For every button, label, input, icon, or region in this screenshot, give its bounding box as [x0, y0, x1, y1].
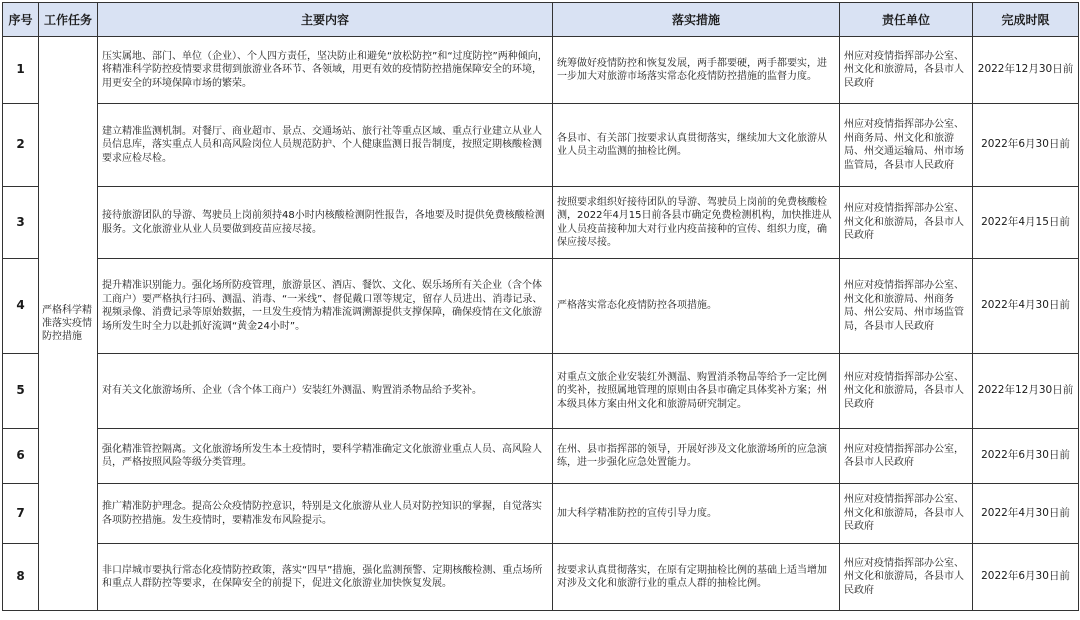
row-number: 3: [3, 187, 39, 259]
deadline-cell: 2022年12月30日前: [973, 354, 1079, 429]
main-content-cell: 压实属地、部门、单位（企业）、个人四方责任，坚决防止和避免“放松防控”和“过度防控”两种倾向，将精准科学防控疫情要求贯彻到旅游业各环节、各领域，用更有效的疫情防控措施保障安全的环境，用更安全的环境保障市场的繁荣。: [98, 37, 553, 104]
row-number: 8: [3, 544, 39, 611]
deadline-cell: 2022年4月15日前: [973, 187, 1079, 259]
measures-cell: 严格落实常态化疫情防控各项措施。: [553, 259, 840, 354]
main-content-cell: 非口岸城市要执行常态化疫情防控政策，落实“四早”措施，强化监测预警、定期核酸检测、重点场所和重点人群防控等要求，在保障安全的前提下，促进文化旅游业加快恢复发展。: [98, 544, 553, 611]
measures-cell: 加大科学精准防控的宣传引导力度。: [553, 484, 840, 544]
deadline-cell: 2022年6月30日前: [973, 544, 1079, 611]
header-seq: 序号: [3, 3, 39, 37]
header-task: 工作任务: [39, 3, 98, 37]
header-content: 主要内容: [98, 3, 553, 37]
table-row: [3, 37, 1079, 104]
main-content-cell: 提升精准识别能力。强化场所防疫管理，旅游景区、酒店、餐饮、文化、娱乐场所有关企业（含个体工商户）要严格执行扫码、测温、消毒、“一米线”、督促戴口罩等规定，留存人员进出、消毒记录、视频录像、消费记录等原始数据，一旦发生疫情为精准流调溯源提供支撑保障，确保疫情在文化旅游场所发生时全力以赴抓好流调“黄金24小时”。: [98, 259, 553, 354]
deadline-cell: 2022年4月30日前: [973, 484, 1079, 544]
work-task-cell: 严格科学精准落实疫情防控措施: [39, 37, 98, 611]
row-number: 4: [3, 259, 39, 354]
table-row: [3, 484, 1079, 544]
main-content-cell: 接待旅游团队的导游、驾驶员上岗前须持48小时内核酸检测阴性报告，各地要及时提供免费核酸检测服务。文化旅游业从业人员要做到疫苗应接尽接。: [98, 187, 553, 259]
row-number: 6: [3, 429, 39, 484]
row-number: 5: [3, 354, 39, 429]
measures-cell: 在州、县市指挥部的领导，开展好涉及文化旅游场所的应急演练，进一步强化应急处置能力。: [553, 429, 840, 484]
main-content-cell: 对有关文化旅游场所、企业（含个体工商户）安装红外测温、购置消杀物品给予奖补。: [98, 354, 553, 429]
responsible-unit-cell: 州应对疫情指挥部办公室、州文化和旅游局，各县市人民政府: [840, 354, 973, 429]
deadline-cell: 2022年6月30日前: [973, 104, 1079, 187]
main-content-cell: 建立精准监测机制。对餐厅、商业超市、景点、交通场站、旅行社等重点区域、重点行业建立从业人员信息库，落实重点人员和高风险岗位人员规范防护、个人健康监测日报告制度，按照定期核酸检测要求应检尽检。: [98, 104, 553, 187]
responsible-unit-cell: 州应对疫情指挥部办公室、州文化和旅游局，各县市人民政府: [840, 187, 973, 259]
measures-cell: 各县市、有关部门按要求认真贯彻落实，继续加大文化旅游从业人员主动监测的抽检比例。: [553, 104, 840, 187]
table-row: [3, 259, 1079, 354]
main-content-cell: 强化精准管控隔离。文化旅游场所发生本土疫情时，要科学精准确定文化旅游业重点人员、高风险人员，严格按照风险等级分类管理。: [98, 429, 553, 484]
responsible-unit-cell: 州应对疫情指挥部办公室、州文化和旅游局，各县市人民政府: [840, 484, 973, 544]
deadline-cell: 2022年12月30日前: [973, 37, 1079, 104]
deadline-cell: 2022年6月30日前: [973, 429, 1079, 484]
row-number: 2: [3, 104, 39, 187]
table-row: [3, 104, 1079, 187]
row-number: 7: [3, 484, 39, 544]
deadline-cell: 2022年4月30日前: [973, 259, 1079, 354]
responsible-unit-cell: 州应对疫情指挥部办公室、州文化和旅游局，各县市人民政府: [840, 544, 973, 611]
measures-cell: 统筹做好疫情防控和恢复发展，两手都要硬，两手都要实，进一步加大对旅游市场落实常态化疫情防控措施的监督力度。: [553, 37, 840, 104]
main-content-cell: 推广精准防护理念。提高公众疫情防控意识，特别是文化旅游从业人员对防控知识的掌握，自觉落实各项防控措施。发生疫情时，要精准发布风险提示。: [98, 484, 553, 544]
responsible-unit-cell: 州应对疫情指挥部办公室，各县市人民政府: [840, 429, 973, 484]
table-row: [3, 544, 1079, 611]
table-header-row: [3, 3, 1079, 37]
header-deadline: 完成时限: [973, 3, 1079, 37]
header-measures: 落实措施: [553, 3, 840, 37]
row-number: 1: [3, 37, 39, 104]
measures-cell: 对重点文旅企业安装红外测温、购置消杀物品等给予一定比例的奖补，按照属地管理的原则由各县市确定具体奖补方案；州本级具体方案由州文化和旅游局研究制定。: [553, 354, 840, 429]
table-row: [3, 429, 1079, 484]
table-row: [3, 354, 1079, 429]
responsible-unit-cell: 州应对疫情指挥部办公室、州文化和旅游局、州商务局、州公安局、州市场监管局，各县市人民政府: [840, 259, 973, 354]
measures-cell: 按要求认真贯彻落实，在原有定期抽检比例的基础上适当增加对涉及文化和旅游行业的重点人群的抽检比例。: [553, 544, 840, 611]
header-unit: 责任单位: [840, 3, 973, 37]
measures-table: [2, 2, 1079, 611]
responsible-unit-cell: 州应对疫情指挥部办公室、州商务局、州文化和旅游局、州交通运输局、州市场监管局，各县市人民政府: [840, 104, 973, 187]
measures-cell: 按照要求组织好接待团队的导游、驾驶员上岗前的免费核酸检测，2022年4月15日前各县市确定免费检测机构，加快推进从业人员疫苗接种加大对行业内疫苗接种的宣传、组织力度，确保应接尽接。: [553, 187, 840, 259]
responsible-unit-cell: 州应对疫情指挥部办公室、州文化和旅游局，各县市人民政府: [840, 37, 973, 104]
table-row: [3, 187, 1079, 259]
